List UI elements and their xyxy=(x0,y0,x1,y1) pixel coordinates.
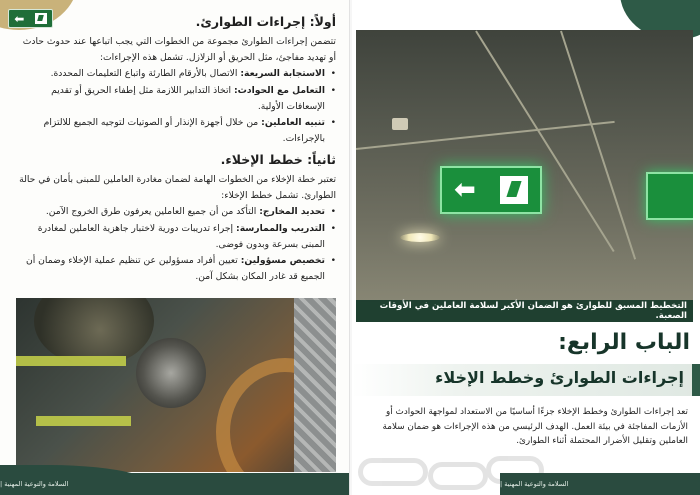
bullet-list xyxy=(14,204,336,285)
footer-text: السلامة والتوعية المهنية | xyxy=(500,480,569,488)
corridor-photo xyxy=(356,30,693,322)
intro-paragraph: تعد إجراءات الطوارئ وخطط الإخلاء جزءًا أساسيًا من الاستعداد لمواجهة الحوادث أو الأزمات المفاجئة في بيئة العمل. الهدف الرئيسي من هذه الإجراءات هو ضمان سلامة العاملين وتقليل الأضرار المحتملة أثناء الطوارئ. xyxy=(382,407,688,447)
gas-mask-shape xyxy=(136,338,206,408)
item-label: الاستجابة السريعة: xyxy=(240,68,325,80)
section-emergency-procedures xyxy=(14,11,336,147)
metal-plate-shape xyxy=(294,298,336,472)
caption-text: التخطيط المسبق للطوارئ هو الضمان الأكبر لسلامة العاملين في الأوقات الصعبة. xyxy=(379,301,687,321)
chapter-title: الباب الرابع: xyxy=(558,330,690,355)
reflective-stripe xyxy=(36,416,131,426)
item-text: اتخاذ التدابير اللازمة مثل إطفاء الحريق أو تقديم الإسعافات الأولية. xyxy=(51,84,325,112)
footer-text: السلامة والتوعية المهنية | xyxy=(0,480,69,488)
left-arrow-icon: ⬅ xyxy=(454,175,476,205)
item-text: من خلال أجهزة الإنذار أو الصوتيات لتوجيه الجميع للالتزام بالإجراءات. xyxy=(43,117,325,145)
exit-sign-icon xyxy=(440,166,542,214)
item-label: تخصيص مسؤولين: xyxy=(240,255,325,267)
watermark-stroke xyxy=(358,458,428,486)
right-page xyxy=(352,0,700,495)
list-item xyxy=(14,66,336,82)
list-item xyxy=(14,221,336,253)
list-item xyxy=(14,115,336,147)
section-heading: ثانياً: خطط الإخلاء. xyxy=(220,152,336,167)
section-intro: تعتبر خطة الإخلاء من الخطوات الهامة لضمان مغادرة العاملين للمبنى بأمان في حالة الطوارئ. تشمل خطط الإخلاء: xyxy=(19,174,336,202)
running-man-icon xyxy=(500,176,528,204)
reflective-stripe xyxy=(16,356,126,366)
sprinkler-icon xyxy=(392,118,408,130)
title-accent xyxy=(692,364,700,396)
watermark-stroke xyxy=(428,462,488,490)
list-item xyxy=(14,253,336,285)
ceiling-edge xyxy=(475,30,614,252)
page-footer xyxy=(0,473,350,495)
photo-caption xyxy=(356,300,693,322)
item-text: إجراء تدريبات دورية لاختبار جاهزية العاملين لمغادرة المبنى بسرعة وبدون فوضى. xyxy=(37,222,325,250)
list-item xyxy=(14,83,336,115)
exit-sign-icon xyxy=(646,172,693,220)
item-text: التأكد من أن جميع العاملين يعرفون طرق الخروج الآمن. xyxy=(45,206,260,218)
item-label: تحديد المخارج: xyxy=(259,206,325,218)
item-label: تنبيه العاملين: xyxy=(261,117,325,129)
bullet-list xyxy=(14,66,336,147)
ceiling-lamp-icon xyxy=(400,233,440,242)
list-item xyxy=(14,204,336,220)
left-arrow-icon: ⬅ xyxy=(14,11,25,26)
item-text: تعيين أفراد مسؤولين عن تنظيم عملية الإخلاء وضمان أن الجميع قد غادر المكان بشكل آمن. xyxy=(25,255,325,283)
section-evacuation-plans xyxy=(14,152,336,285)
page-footer xyxy=(500,473,700,495)
item-label: التدريب والممارسة: xyxy=(236,222,325,234)
firefighter-photo xyxy=(16,298,336,472)
section-heading: أولاً: إجراءات الطوارئ. xyxy=(195,14,336,29)
item-label: التعامل مع الحوادث: xyxy=(234,84,325,96)
section-intro: تتضمن إجراءات الطوارئ مجموعة من الخطوات التي يجب اتباعها عند حدوث حادث أو تهديد مفاجئ، مثل الحريق أو الزلازل. تشمل هذه الإجراءات: xyxy=(22,36,336,64)
section-title: إجراءات الطوارئ وخطط الإخلاء xyxy=(435,368,684,387)
item-text: الاتصال بالأرقام الطارئة واتباع التعليمات المحددة. xyxy=(50,68,241,80)
